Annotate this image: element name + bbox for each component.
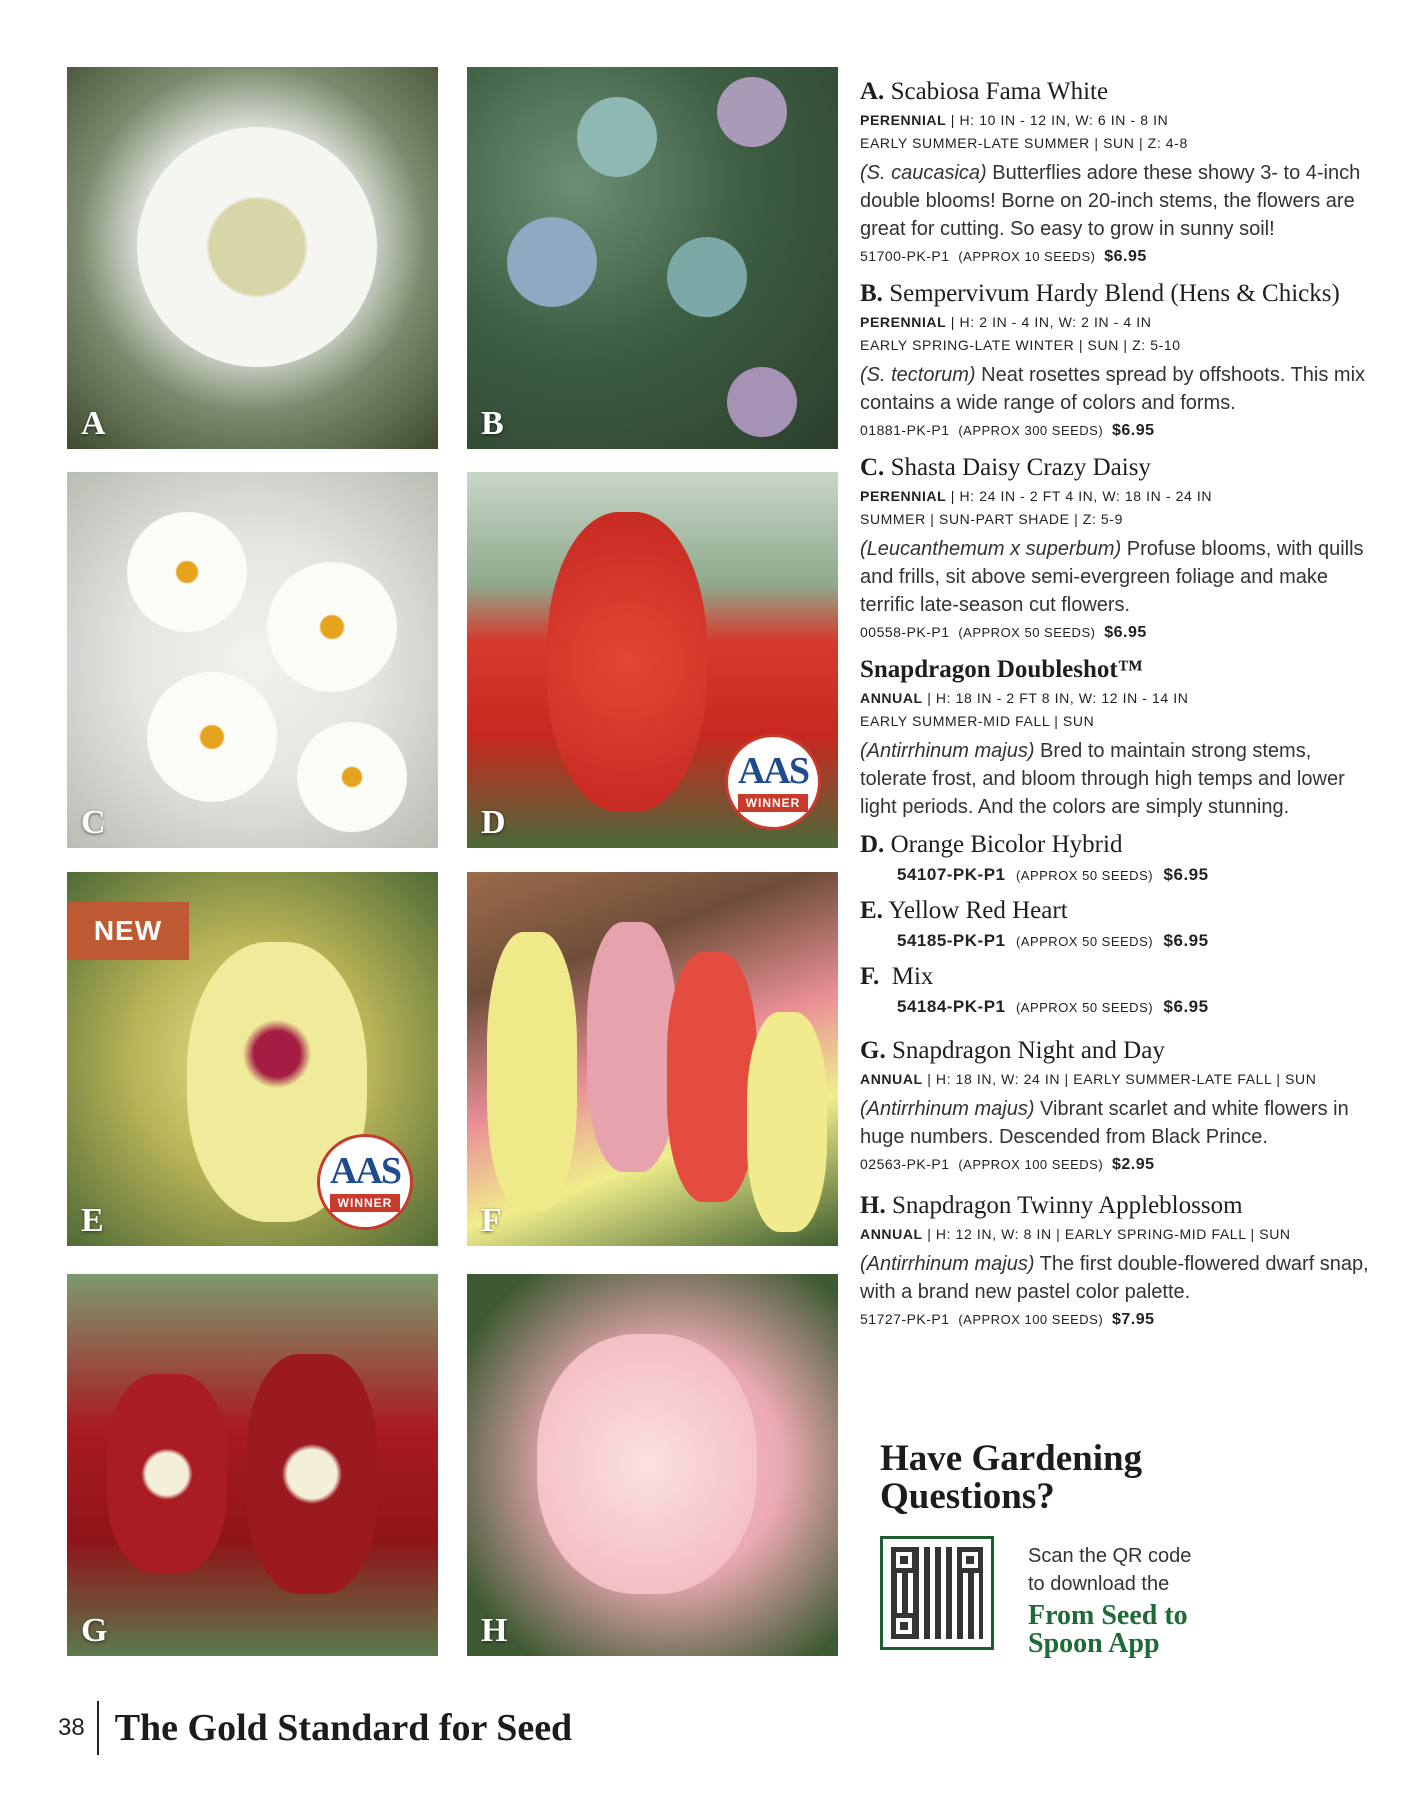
- product-title: [860, 280, 1380, 307]
- product-description: [860, 1250, 1380, 1306]
- qr-instructions: [1028, 1536, 1191, 1658]
- description-text: Vibrant scarlet and white flowers in huge numbers. Descended from Black Prince.: [860, 1098, 1349, 1148]
- product-name: Snapdragon Doubleshot™: [860, 656, 1143, 683]
- product-name: Sempervivum Hardy Blend (Hens & Chicks): [889, 280, 1340, 307]
- latin-name: (Antirrhinum majus): [860, 740, 1035, 762]
- product-type: PERENNIAL: [860, 112, 947, 128]
- gardening-questions-box: [880, 1440, 1300, 1658]
- description-text: Neat rosettes spread by offshoots. This mix contains a wide range of colors and forms.: [860, 364, 1366, 414]
- product-title: [860, 78, 1380, 105]
- product-size: | H: 10 IN - 12 IN, W: 6 IN - 8 IN: [946, 112, 1169, 128]
- variety-name: Yellow Red Heart: [888, 897, 1068, 924]
- sku: 54184-PK-P1: [897, 997, 1006, 1016]
- latin-name: (Antirrhinum majus): [860, 1098, 1035, 1120]
- app-name-line-2: Spoon App: [1028, 1628, 1160, 1659]
- price: $6.95: [1104, 624, 1147, 641]
- product-size: | H: 12 IN, W: 8 IN | EARLY SPRING-MID FALL | SUN: [922, 1226, 1291, 1242]
- product-meta: [860, 1223, 1380, 1246]
- product-letter: H.: [860, 1192, 886, 1219]
- latin-name: (S. caucasica): [860, 162, 987, 184]
- photo-snapdragon-yellow-red-heart: [67, 872, 438, 1246]
- product-description: [860, 361, 1380, 417]
- product-season: EARLY SUMMER-LATE SUMMER | SUN | Z: 4-8: [860, 135, 1188, 151]
- gardening-title: [880, 1440, 1300, 1516]
- order-line: [860, 245, 1380, 268]
- product-season: EARLY SPRING-LATE WINTER | SUN | Z: 5-10: [860, 337, 1181, 353]
- latin-name: (Leucanthemum x superbum): [860, 538, 1122, 560]
- photo-letter-e: E: [81, 1202, 104, 1239]
- qr-code-icon[interactable]: [880, 1536, 994, 1650]
- sku: 00558-PK-P1: [860, 624, 950, 640]
- app-name-line-1: From Seed to: [1028, 1600, 1188, 1631]
- order-line: [897, 996, 1380, 1019]
- photo-letter-h: H: [481, 1612, 508, 1649]
- product-description: [860, 159, 1380, 243]
- product-description: [860, 1095, 1380, 1151]
- latin-name: (Antirrhinum majus): [860, 1253, 1035, 1275]
- product-entry-snapdragon-doubleshot: [860, 656, 1380, 1019]
- variety-f: [860, 963, 1380, 1019]
- photo-letter-f: F: [481, 1202, 502, 1239]
- price: $6.95: [1104, 248, 1147, 265]
- product-name: Snapdragon Night and Day: [891, 1037, 1165, 1064]
- sku: 54107-PK-P1: [897, 865, 1006, 884]
- product-type: ANNUAL: [860, 1071, 923, 1087]
- variety-name: Orange Bicolor Hybrid: [890, 831, 1123, 858]
- order-line: [897, 864, 1380, 887]
- variety-e: [860, 897, 1380, 953]
- photo-letter-a: A: [81, 405, 106, 442]
- order-line: [860, 1153, 1380, 1176]
- seed-quantity: (APPROX 100 SEEDS): [958, 1312, 1104, 1327]
- page-number: 38: [58, 1714, 85, 1741]
- product-description: [860, 737, 1380, 821]
- photo-letter-b: B: [481, 405, 504, 442]
- seed-quantity: (APPROX 50 SEEDS): [1015, 1000, 1154, 1015]
- seed-quantity: (APPROX 10 SEEDS): [958, 249, 1096, 264]
- aas-mark: AAS: [737, 750, 809, 792]
- aas-ribbon: WINNER: [330, 1194, 401, 1212]
- product-meta: [860, 1068, 1380, 1091]
- price: $6.95: [1163, 931, 1209, 950]
- price: $7.95: [1111, 1311, 1155, 1328]
- product-letter: G.: [860, 1037, 886, 1064]
- product-list: [860, 78, 1380, 1343]
- product-letter: F.: [860, 963, 880, 990]
- sku: 51727-PK-P1: [860, 1311, 950, 1327]
- qr-row: [880, 1536, 1300, 1658]
- variety-title: [860, 831, 1380, 858]
- photo-snapdragon-night-and-day: [67, 1274, 438, 1656]
- product-size: | H: 18 IN - 2 FT 8 IN, W: 12 IN - 14 IN: [922, 690, 1189, 706]
- price: $6.95: [1111, 422, 1155, 439]
- product-name: Snapdragon Twinny Appleblossom: [891, 1192, 1243, 1219]
- sku: 54185-PK-P1: [897, 931, 1006, 950]
- photo-snapdragon-twinny-appleblossom: [467, 1274, 838, 1656]
- price: $6.95: [1163, 865, 1209, 884]
- description-text: Profuse blooms, with quills and frills, sit above semi-evergreen foliage and make terrific late-season cut flowers.: [860, 538, 1364, 616]
- latin-name: (S. tectorum): [860, 364, 976, 386]
- description-text: Butterflies adore these showy 3- to 4-inch double blooms! Borne on 20-inch stems, the flowers are great for cutting. So easy to grow in sunny soil!: [860, 162, 1361, 240]
- product-entry-g: [860, 1037, 1380, 1176]
- photo-letter-g: G: [81, 1612, 108, 1649]
- product-name: Scabiosa Fama White: [890, 78, 1109, 105]
- photo-scabiosa: [67, 67, 438, 449]
- product-meta: [860, 687, 1380, 710]
- product-season: SUMMER | SUN-PART SHADE | Z: 5-9: [860, 511, 1123, 527]
- variety-name: Mix: [891, 963, 934, 990]
- aas-winner-badge-e: [317, 1134, 413, 1230]
- seed-quantity: (APPROX 50 SEEDS): [958, 625, 1096, 640]
- product-entry-b: [860, 280, 1380, 442]
- product-meta: [860, 485, 1380, 508]
- price: $2.95: [1111, 1156, 1155, 1173]
- description-text: The first double-flowered dwarf snap, with a brand new pastel color palette.: [860, 1253, 1369, 1303]
- product-entry-a: [860, 78, 1380, 268]
- product-size: | H: 2 IN - 4 IN, W: 2 IN - 4 IN: [946, 314, 1152, 330]
- footer-title: The Gold Standard for Seed: [114, 1707, 573, 1749]
- page-footer: [58, 1700, 572, 1756]
- sku: 01881-PK-P1: [860, 422, 950, 438]
- order-line: [860, 419, 1380, 442]
- photo-letter-d: D: [481, 804, 506, 841]
- product-type: PERENNIAL: [860, 488, 947, 504]
- product-title: [860, 1192, 1380, 1219]
- product-letter: A.: [860, 78, 885, 105]
- aas-ribbon: WINNER: [738, 794, 809, 812]
- order-line: [860, 621, 1380, 644]
- product-title: [860, 1037, 1380, 1064]
- order-line: [897, 930, 1380, 953]
- product-description: [860, 535, 1380, 619]
- product-title: [860, 454, 1380, 481]
- product-type: PERENNIAL: [860, 314, 947, 330]
- product-letter: B.: [860, 280, 883, 307]
- product-size: | H: 24 IN - 2 FT 4 IN, W: 18 IN - 24 IN: [946, 488, 1213, 504]
- photo-snapdragon-orange-bicolor: [467, 472, 838, 848]
- sku: 02563-PK-P1: [860, 1156, 950, 1172]
- product-name: Shasta Daisy Crazy Daisy: [890, 454, 1151, 481]
- gardening-title-line-2: Questions?: [880, 1476, 1055, 1517]
- order-line: [860, 1308, 1380, 1331]
- seed-quantity: (APPROX 300 SEEDS): [958, 423, 1104, 438]
- seed-quantity: (APPROX 50 SEEDS): [1015, 868, 1154, 883]
- photo-snapdragon-mix: [467, 872, 838, 1246]
- product-type: ANNUAL: [860, 1226, 923, 1242]
- product-entry-c: [860, 454, 1380, 644]
- photo-letter-c: C: [81, 804, 106, 841]
- aas-winner-badge-d: [725, 734, 821, 830]
- gardening-title-line-1: Have Gardening: [880, 1438, 1143, 1479]
- seed-quantity: (APPROX 100 SEEDS): [958, 1157, 1104, 1172]
- variety-d: [860, 831, 1380, 887]
- product-entry-h: [860, 1192, 1380, 1331]
- product-meta: [860, 311, 1380, 334]
- photo-sempervivum: [467, 67, 838, 449]
- product-type: ANNUAL: [860, 690, 923, 706]
- sku: 51700-PK-P1: [860, 248, 950, 264]
- photo-shasta-daisy: [67, 472, 438, 848]
- product-season: EARLY SUMMER-MID FALL | SUN: [860, 713, 1095, 729]
- seed-quantity: (APPROX 50 SEEDS): [1015, 934, 1154, 949]
- product-letter: E.: [860, 897, 883, 924]
- new-tag: NEW: [67, 902, 189, 960]
- scan-line-2: to download the: [1028, 1573, 1170, 1595]
- variety-title: [860, 897, 1380, 924]
- description-text: Bred to maintain strong stems, tolerate frost, and bloom through high temps and lower light periods. And the colors are simply stunning.: [860, 740, 1345, 818]
- product-letter: C.: [860, 454, 885, 481]
- variety-title: [860, 963, 1380, 990]
- product-size: | H: 18 IN, W: 24 IN | EARLY SUMMER-LATE FALL | SUN: [922, 1071, 1317, 1087]
- aas-mark: AAS: [329, 1150, 401, 1192]
- price: $6.95: [1163, 997, 1209, 1016]
- scan-line-1: Scan the QR code: [1028, 1545, 1192, 1567]
- product-letter: D.: [860, 831, 885, 858]
- product-meta: [860, 109, 1380, 132]
